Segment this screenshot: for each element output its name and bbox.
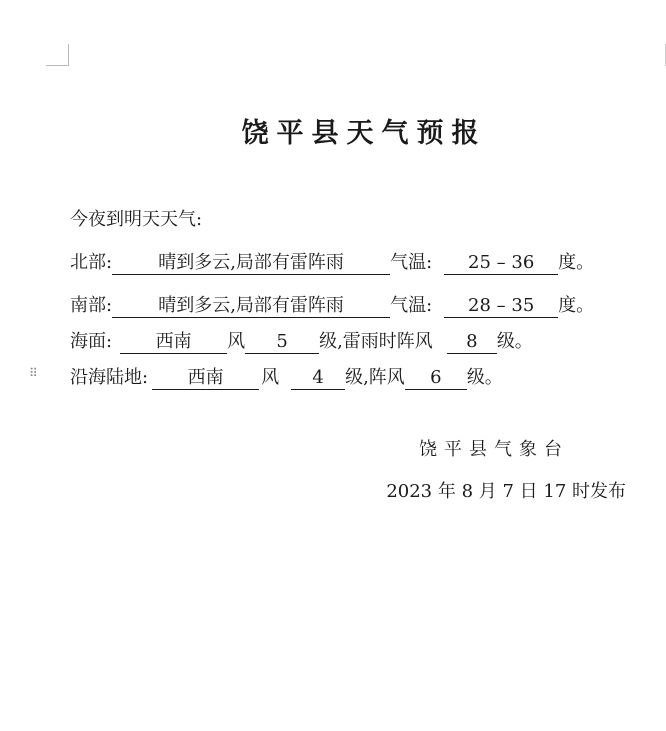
sea-gust-field: 8 [447,331,497,354]
south-temp-field: 28 – 35 [444,295,558,318]
south-label: 南部: [70,295,113,316]
sea-level-field: 5 [245,331,319,354]
intro-line [70,208,202,232]
north-unit: 度。 [558,252,595,273]
sea-label: 海面: [70,331,113,352]
document-title: 饶平县天气预报 [241,118,487,149]
south-temp-label: 气温: [390,295,433,316]
north-temp-label: 气温: [390,252,433,273]
south-forecast-line [70,294,594,318]
north-label: 北部: [70,252,113,273]
north-temp-field: 25 – 36 [444,252,558,275]
coast-level-field: 4 [291,367,345,390]
sea-wind-word: 风 [227,331,246,352]
sea-level-word: 级,雷雨时阵风 [319,331,433,352]
sea-forecast-line [70,330,533,354]
coast-level-word: 级,阵风 [345,367,405,388]
intro-text: 今夜到明天天气: [70,209,203,230]
sea-gust-word: 级。 [496,331,533,352]
north-weather-field: 晴到多云,局部有雷阵雨 [112,252,390,275]
coast-forecast-line [70,366,503,390]
issuer-name: 饶平县气象台 [419,439,569,460]
sea-direction-field: 西南 [120,331,227,354]
north-forecast-line [70,251,594,275]
drag-handle-icon[interactable]: ⠿ [29,366,37,380]
coast-gust-field: 6 [405,367,467,390]
south-weather-field: 晴到多云,局部有雷阵雨 [112,295,390,318]
coast-label: 沿海陆地: [70,367,149,388]
coast-direction-field: 西南 [152,367,259,390]
coast-gust-word: 级。 [466,367,503,388]
issue-date: 2023 年 8 月 7 日 17 时发布 [386,481,626,502]
south-unit: 度。 [558,295,595,316]
page-margin-corner-mark [46,44,69,66]
coast-wind-word: 风 [261,367,280,388]
